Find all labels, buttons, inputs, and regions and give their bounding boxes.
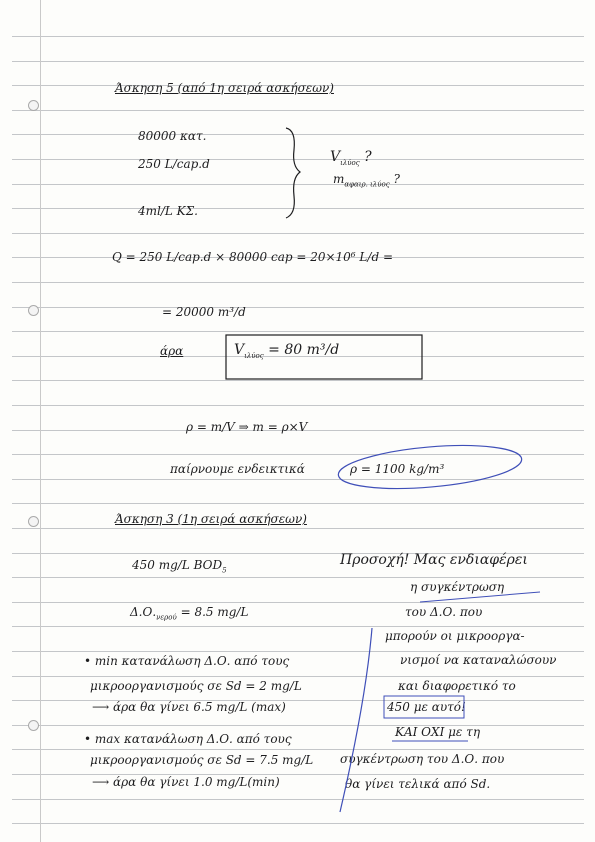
note-line-2: η συγκέντρωση xyxy=(410,580,505,594)
dissolved-oxygen: $\Delta.O._{\nu\varepsilon\rho oύ} = 8.5$ mg/L xyxy=(130,605,249,622)
unknown-mass: $m_{\alpha\varphi\alpha\iota\rho. \iota\lambda ύo\varsigma}$ ? xyxy=(333,172,400,189)
given-settleable-solids: 4ml/L ΚΣ. xyxy=(138,204,198,218)
therefore-label: άρα xyxy=(160,344,184,358)
max-consumption-line-1: • max κατανάλωση Δ.Ο. από τους xyxy=(84,732,292,746)
note-line-3: του Δ.Ο. που xyxy=(405,605,483,619)
blue-box-450 xyxy=(384,696,464,718)
exercise-5-title: Άσκηση 5 (από 1η σειρά ασκήσεων) xyxy=(115,81,334,95)
blue-circle xyxy=(337,439,524,495)
unknown-volume: $V_{\iota\lambda ύo\varsigma}$ ? xyxy=(330,149,372,167)
note-line-9: συγκέντρωση του Δ.Ο. που xyxy=(340,752,505,766)
note-line-1: Προσοχή! Μας ενδιαφέρει xyxy=(340,552,528,568)
note-line-8: ΚΑΙ ΟΧΙ με τη xyxy=(395,725,481,739)
note-line-4: μπορούν οι μικροοργα- xyxy=(385,629,525,643)
min-consumption-line-1: • min κατανάλωση Δ.Ο. από τους xyxy=(84,654,290,668)
min-consumption-line-2: μικροοργανισμούς σε Sd = 2 mg/L xyxy=(90,679,302,693)
density-note: παίρνουμε ενδεικτικά xyxy=(170,462,305,476)
curly-brace xyxy=(286,128,300,218)
note-line-5: νισμοί να καταναλώσουν xyxy=(400,653,557,667)
blue-underline xyxy=(420,592,540,602)
bod-value: 450 mg/L $BOD_5$ xyxy=(132,558,227,575)
min-consumption-line-3: ⟶ άρα θα γίνει 6.5 mg/L (max) xyxy=(92,700,286,714)
note-line-6: και διαφορετικό το xyxy=(398,679,516,693)
exercise-3-title: Άσκηση 3 (1η σειρά ασκήσεων) xyxy=(115,512,307,526)
density-value: ρ = 1100 kg/m³ xyxy=(350,462,445,476)
given-population: 80000 κατ. xyxy=(138,129,207,143)
result-box xyxy=(226,335,422,379)
sludge-volume-result: $V_{\iota\lambda ύo\varsigma} = 80$ m³/d xyxy=(234,342,340,360)
note-line-10: θα γίνει τελικά από Sd. xyxy=(345,777,491,791)
flow-result: = 20000 m³/d xyxy=(162,305,246,319)
flow-equation: Q = 250 L/cap.d × 80000 cap = 20×10⁶ L/d = xyxy=(112,250,393,264)
blue-bracket xyxy=(340,628,372,812)
max-consumption-line-3: ⟶ άρα θα γίνει 1.0 mg/L(min) xyxy=(92,775,280,789)
note-line-7: 450 με αυτό! xyxy=(387,700,466,714)
density-equation: ρ = m/V ⇒ m = ρ×V xyxy=(186,420,308,434)
max-consumption-line-2: μικροοργανισμούς σε Sd = 7.5 mg/L xyxy=(90,753,314,767)
given-water-use: 250 L/cap.d xyxy=(138,157,210,171)
